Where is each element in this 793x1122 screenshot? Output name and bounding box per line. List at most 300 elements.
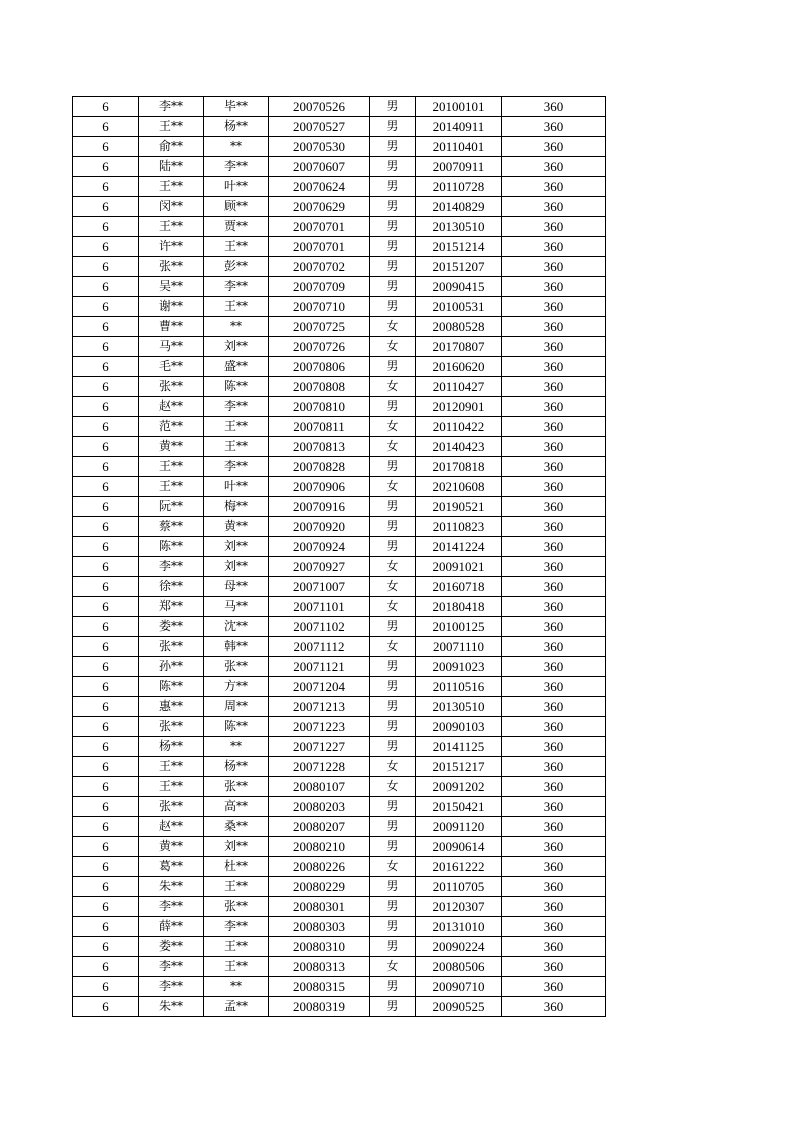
name-a-cell: 黄** bbox=[139, 837, 204, 857]
grade-cell: 6 bbox=[73, 837, 139, 857]
gender-cell: 男 bbox=[370, 497, 416, 517]
grade-cell: 6 bbox=[73, 577, 139, 597]
table-row bbox=[73, 817, 606, 837]
name-b-cell: ** bbox=[204, 137, 269, 157]
name-a-cell: 闵** bbox=[139, 197, 204, 217]
gender-cell: 男 bbox=[370, 257, 416, 277]
gender-cell: 男 bbox=[370, 657, 416, 677]
table-row bbox=[73, 857, 606, 877]
start-date-cell: 20141125 bbox=[416, 737, 502, 757]
start-date-cell: 20100101 bbox=[416, 97, 502, 117]
grade-cell: 6 bbox=[73, 537, 139, 557]
name-a-cell: 李** bbox=[139, 97, 204, 117]
gender-cell: 女 bbox=[370, 857, 416, 877]
birth-date-cell: 20070527 bbox=[269, 117, 370, 137]
grade-cell: 6 bbox=[73, 117, 139, 137]
name-b-cell: 盛** bbox=[204, 357, 269, 377]
birth-date-cell: 20070906 bbox=[269, 477, 370, 497]
name-a-cell: 陈** bbox=[139, 677, 204, 697]
name-a-cell: 杨** bbox=[139, 737, 204, 757]
amount-cell: 360 bbox=[502, 517, 606, 537]
name-a-cell: 赵** bbox=[139, 817, 204, 837]
birth-date-cell: 20071223 bbox=[269, 717, 370, 737]
amount-cell: 360 bbox=[502, 957, 606, 977]
start-date-cell: 20091202 bbox=[416, 777, 502, 797]
gender-cell: 男 bbox=[370, 517, 416, 537]
name-b-cell: 王** bbox=[204, 237, 269, 257]
grade-cell: 6 bbox=[73, 997, 139, 1017]
amount-cell: 360 bbox=[502, 937, 606, 957]
start-date-cell: 20130510 bbox=[416, 697, 502, 717]
gender-cell: 男 bbox=[370, 817, 416, 837]
name-b-cell: ** bbox=[204, 317, 269, 337]
start-date-cell: 20210608 bbox=[416, 477, 502, 497]
start-date-cell: 20160718 bbox=[416, 577, 502, 597]
amount-cell: 360 bbox=[502, 497, 606, 517]
birth-date-cell: 20071112 bbox=[269, 637, 370, 657]
table-row bbox=[73, 337, 606, 357]
start-date-cell: 20140423 bbox=[416, 437, 502, 457]
birth-date-cell: 20070920 bbox=[269, 517, 370, 537]
amount-cell: 360 bbox=[502, 377, 606, 397]
grade-cell: 6 bbox=[73, 757, 139, 777]
grade-cell: 6 bbox=[73, 917, 139, 937]
gender-cell: 女 bbox=[370, 757, 416, 777]
name-a-cell: 马** bbox=[139, 337, 204, 357]
start-date-cell: 20120307 bbox=[416, 897, 502, 917]
start-date-cell: 20110401 bbox=[416, 137, 502, 157]
birth-date-cell: 20070811 bbox=[269, 417, 370, 437]
birth-date-cell: 20080310 bbox=[269, 937, 370, 957]
name-b-cell: 王** bbox=[204, 937, 269, 957]
table-row bbox=[73, 357, 606, 377]
grade-cell: 6 bbox=[73, 217, 139, 237]
grade-cell: 6 bbox=[73, 97, 139, 117]
amount-cell: 360 bbox=[502, 597, 606, 617]
grade-cell: 6 bbox=[73, 597, 139, 617]
name-a-cell: 李** bbox=[139, 897, 204, 917]
name-b-cell: 张** bbox=[204, 897, 269, 917]
amount-cell: 360 bbox=[502, 797, 606, 817]
name-a-cell: 葛** bbox=[139, 857, 204, 877]
start-date-cell: 20110823 bbox=[416, 517, 502, 537]
start-date-cell: 20080528 bbox=[416, 317, 502, 337]
table-row bbox=[73, 637, 606, 657]
amount-cell: 360 bbox=[502, 557, 606, 577]
grade-cell: 6 bbox=[73, 297, 139, 317]
name-a-cell: 王** bbox=[139, 777, 204, 797]
amount-cell: 360 bbox=[502, 857, 606, 877]
table-row bbox=[73, 917, 606, 937]
birth-date-cell: 20070828 bbox=[269, 457, 370, 477]
amount-cell: 360 bbox=[502, 217, 606, 237]
name-a-cell: 王** bbox=[139, 177, 204, 197]
birth-date-cell: 20070810 bbox=[269, 397, 370, 417]
amount-cell: 360 bbox=[502, 97, 606, 117]
amount-cell: 360 bbox=[502, 777, 606, 797]
gender-cell: 女 bbox=[370, 377, 416, 397]
gender-cell: 男 bbox=[370, 717, 416, 737]
table-row bbox=[73, 257, 606, 277]
start-date-cell: 20180418 bbox=[416, 597, 502, 617]
gender-cell: 男 bbox=[370, 457, 416, 477]
grade-cell: 6 bbox=[73, 397, 139, 417]
gender-cell: 男 bbox=[370, 137, 416, 157]
table-row bbox=[73, 577, 606, 597]
name-a-cell: 范** bbox=[139, 417, 204, 437]
name-a-cell: 李** bbox=[139, 977, 204, 997]
name-a-cell: 王** bbox=[139, 757, 204, 777]
amount-cell: 360 bbox=[502, 977, 606, 997]
name-b-cell: 梅** bbox=[204, 497, 269, 517]
amount-cell: 360 bbox=[502, 817, 606, 837]
gender-cell: 男 bbox=[370, 937, 416, 957]
gender-cell: 男 bbox=[370, 897, 416, 917]
birth-date-cell: 20070701 bbox=[269, 217, 370, 237]
table-row bbox=[73, 137, 606, 157]
grade-cell: 6 bbox=[73, 657, 139, 677]
birth-date-cell: 20080226 bbox=[269, 857, 370, 877]
birth-date-cell: 20080301 bbox=[269, 897, 370, 917]
name-b-cell: 杨** bbox=[204, 757, 269, 777]
name-b-cell: 李** bbox=[204, 917, 269, 937]
gender-cell: 女 bbox=[370, 477, 416, 497]
table-row bbox=[73, 417, 606, 437]
name-b-cell: 沈** bbox=[204, 617, 269, 637]
birth-date-cell: 20071102 bbox=[269, 617, 370, 637]
amount-cell: 360 bbox=[502, 837, 606, 857]
gender-cell: 男 bbox=[370, 177, 416, 197]
gender-cell: 男 bbox=[370, 677, 416, 697]
name-a-cell: 张** bbox=[139, 257, 204, 277]
grade-cell: 6 bbox=[73, 797, 139, 817]
start-date-cell: 20140829 bbox=[416, 197, 502, 217]
amount-cell: 360 bbox=[502, 397, 606, 417]
grade-cell: 6 bbox=[73, 637, 139, 657]
name-b-cell: 王** bbox=[204, 297, 269, 317]
gender-cell: 男 bbox=[370, 397, 416, 417]
amount-cell: 360 bbox=[502, 917, 606, 937]
name-a-cell: 张** bbox=[139, 717, 204, 737]
table-row bbox=[73, 217, 606, 237]
gender-cell: 男 bbox=[370, 917, 416, 937]
start-date-cell: 20150421 bbox=[416, 797, 502, 817]
name-a-cell: 张** bbox=[139, 377, 204, 397]
birth-date-cell: 20070726 bbox=[269, 337, 370, 357]
grade-cell: 6 bbox=[73, 157, 139, 177]
start-date-cell: 20090103 bbox=[416, 717, 502, 737]
amount-cell: 360 bbox=[502, 237, 606, 257]
name-b-cell: 高** bbox=[204, 797, 269, 817]
start-date-cell: 20110427 bbox=[416, 377, 502, 397]
start-date-cell: 20090710 bbox=[416, 977, 502, 997]
grade-cell: 6 bbox=[73, 277, 139, 297]
amount-cell: 360 bbox=[502, 717, 606, 737]
amount-cell: 360 bbox=[502, 417, 606, 437]
amount-cell: 360 bbox=[502, 897, 606, 917]
name-a-cell: 陈** bbox=[139, 537, 204, 557]
birth-date-cell: 20080207 bbox=[269, 817, 370, 837]
grade-cell: 6 bbox=[73, 677, 139, 697]
birth-date-cell: 20070806 bbox=[269, 357, 370, 377]
name-b-cell: 刘** bbox=[204, 537, 269, 557]
gender-cell: 女 bbox=[370, 637, 416, 657]
gender-cell: 女 bbox=[370, 597, 416, 617]
name-b-cell: 张** bbox=[204, 657, 269, 677]
table-row bbox=[73, 237, 606, 257]
name-a-cell: 黄** bbox=[139, 437, 204, 457]
name-b-cell: 陈** bbox=[204, 377, 269, 397]
name-b-cell: 叶** bbox=[204, 477, 269, 497]
table-row bbox=[73, 457, 606, 477]
amount-cell: 360 bbox=[502, 177, 606, 197]
name-b-cell: 彭** bbox=[204, 257, 269, 277]
table-row bbox=[73, 497, 606, 517]
gender-cell: 男 bbox=[370, 737, 416, 757]
amount-cell: 360 bbox=[502, 157, 606, 177]
start-date-cell: 20161222 bbox=[416, 857, 502, 877]
amount-cell: 360 bbox=[502, 757, 606, 777]
birth-date-cell: 20070530 bbox=[269, 137, 370, 157]
table-row bbox=[73, 837, 606, 857]
name-a-cell: 徐** bbox=[139, 577, 204, 597]
birth-date-cell: 20071213 bbox=[269, 697, 370, 717]
name-a-cell: 许** bbox=[139, 237, 204, 257]
table-row bbox=[73, 977, 606, 997]
gender-cell: 女 bbox=[370, 577, 416, 597]
gender-cell: 男 bbox=[370, 237, 416, 257]
grade-cell: 6 bbox=[73, 137, 139, 157]
table-row bbox=[73, 937, 606, 957]
grade-cell: 6 bbox=[73, 477, 139, 497]
start-date-cell: 20110705 bbox=[416, 877, 502, 897]
grade-cell: 6 bbox=[73, 377, 139, 397]
name-a-cell: 俞** bbox=[139, 137, 204, 157]
gender-cell: 女 bbox=[370, 957, 416, 977]
name-b-cell: 杜** bbox=[204, 857, 269, 877]
grade-cell: 6 bbox=[73, 817, 139, 837]
table-row bbox=[73, 117, 606, 137]
gender-cell: 男 bbox=[370, 297, 416, 317]
table-row bbox=[73, 517, 606, 537]
grade-cell: 6 bbox=[73, 717, 139, 737]
table-row bbox=[73, 177, 606, 197]
name-b-cell: 王** bbox=[204, 877, 269, 897]
grade-cell: 6 bbox=[73, 437, 139, 457]
amount-cell: 360 bbox=[502, 117, 606, 137]
gender-cell: 男 bbox=[370, 617, 416, 637]
name-a-cell: 阮** bbox=[139, 497, 204, 517]
start-date-cell: 20170818 bbox=[416, 457, 502, 477]
table-row bbox=[73, 697, 606, 717]
name-b-cell: 母** bbox=[204, 577, 269, 597]
birth-date-cell: 20070916 bbox=[269, 497, 370, 517]
start-date-cell: 20120901 bbox=[416, 397, 502, 417]
start-date-cell: 20110728 bbox=[416, 177, 502, 197]
gender-cell: 男 bbox=[370, 797, 416, 817]
table-row bbox=[73, 157, 606, 177]
birth-date-cell: 20080229 bbox=[269, 877, 370, 897]
birth-date-cell: 20070526 bbox=[269, 97, 370, 117]
name-a-cell: 朱** bbox=[139, 997, 204, 1017]
birth-date-cell: 20070709 bbox=[269, 277, 370, 297]
table-row bbox=[73, 97, 606, 117]
name-a-cell: 毛** bbox=[139, 357, 204, 377]
grade-cell: 6 bbox=[73, 897, 139, 917]
name-b-cell: 王** bbox=[204, 957, 269, 977]
amount-cell: 360 bbox=[502, 697, 606, 717]
name-b-cell: 李** bbox=[204, 157, 269, 177]
amount-cell: 360 bbox=[502, 437, 606, 457]
name-a-cell: 娄** bbox=[139, 937, 204, 957]
start-date-cell: 20190521 bbox=[416, 497, 502, 517]
grade-cell: 6 bbox=[73, 857, 139, 877]
grade-cell: 6 bbox=[73, 177, 139, 197]
table-row bbox=[73, 597, 606, 617]
name-a-cell: 王** bbox=[139, 477, 204, 497]
grade-cell: 6 bbox=[73, 737, 139, 757]
birth-date-cell: 20071228 bbox=[269, 757, 370, 777]
start-date-cell: 20090614 bbox=[416, 837, 502, 857]
name-a-cell: 王** bbox=[139, 217, 204, 237]
name-a-cell: 张** bbox=[139, 797, 204, 817]
table-row bbox=[73, 397, 606, 417]
grade-cell: 6 bbox=[73, 777, 139, 797]
table-row bbox=[73, 317, 606, 337]
start-date-cell: 20160620 bbox=[416, 357, 502, 377]
birth-date-cell: 20080303 bbox=[269, 917, 370, 937]
birth-date-cell: 20070607 bbox=[269, 157, 370, 177]
birth-date-cell: 20070701 bbox=[269, 237, 370, 257]
name-b-cell: 贾** bbox=[204, 217, 269, 237]
name-b-cell: 方** bbox=[204, 677, 269, 697]
name-b-cell: ** bbox=[204, 977, 269, 997]
table-row bbox=[73, 197, 606, 217]
table-row bbox=[73, 737, 606, 757]
birth-date-cell: 20070710 bbox=[269, 297, 370, 317]
table-row bbox=[73, 437, 606, 457]
amount-cell: 360 bbox=[502, 877, 606, 897]
start-date-cell: 20110422 bbox=[416, 417, 502, 437]
start-date-cell: 20140911 bbox=[416, 117, 502, 137]
gender-cell: 女 bbox=[370, 337, 416, 357]
name-a-cell: 孙** bbox=[139, 657, 204, 677]
gender-cell: 男 bbox=[370, 837, 416, 857]
start-date-cell: 20151207 bbox=[416, 257, 502, 277]
table-row bbox=[73, 717, 606, 737]
name-b-cell: 张** bbox=[204, 777, 269, 797]
table-row bbox=[73, 957, 606, 977]
grade-cell: 6 bbox=[73, 697, 139, 717]
amount-cell: 360 bbox=[502, 197, 606, 217]
gender-cell: 男 bbox=[370, 877, 416, 897]
birth-date-cell: 20071007 bbox=[269, 577, 370, 597]
name-b-cell: 杨** bbox=[204, 117, 269, 137]
start-date-cell: 20110516 bbox=[416, 677, 502, 697]
birth-date-cell: 20080210 bbox=[269, 837, 370, 857]
name-b-cell: 马** bbox=[204, 597, 269, 617]
table-row bbox=[73, 557, 606, 577]
table-row bbox=[73, 877, 606, 897]
gender-cell: 女 bbox=[370, 777, 416, 797]
table-row bbox=[73, 997, 606, 1017]
grade-cell: 6 bbox=[73, 497, 139, 517]
grade-cell: 6 bbox=[73, 937, 139, 957]
start-date-cell: 20100531 bbox=[416, 297, 502, 317]
table-row bbox=[73, 677, 606, 697]
gender-cell: 男 bbox=[370, 977, 416, 997]
amount-cell: 360 bbox=[502, 317, 606, 337]
name-a-cell: 李** bbox=[139, 957, 204, 977]
name-b-cell: 刘** bbox=[204, 337, 269, 357]
gender-cell: 男 bbox=[370, 157, 416, 177]
name-a-cell: 陆** bbox=[139, 157, 204, 177]
name-b-cell: 顾** bbox=[204, 197, 269, 217]
name-b-cell: ** bbox=[204, 737, 269, 757]
grade-cell: 6 bbox=[73, 237, 139, 257]
start-date-cell: 20141224 bbox=[416, 537, 502, 557]
table-row bbox=[73, 757, 606, 777]
name-b-cell: 李** bbox=[204, 397, 269, 417]
table-row bbox=[73, 477, 606, 497]
grade-cell: 6 bbox=[73, 557, 139, 577]
start-date-cell: 20100125 bbox=[416, 617, 502, 637]
birth-date-cell: 20071121 bbox=[269, 657, 370, 677]
gender-cell: 男 bbox=[370, 277, 416, 297]
name-b-cell: 桑** bbox=[204, 817, 269, 837]
name-b-cell: 周** bbox=[204, 697, 269, 717]
gender-cell: 男 bbox=[370, 217, 416, 237]
name-a-cell: 赵** bbox=[139, 397, 204, 417]
name-b-cell: 李** bbox=[204, 457, 269, 477]
grade-cell: 6 bbox=[73, 317, 139, 337]
grade-cell: 6 bbox=[73, 977, 139, 997]
amount-cell: 360 bbox=[502, 297, 606, 317]
amount-cell: 360 bbox=[502, 537, 606, 557]
birth-date-cell: 20071204 bbox=[269, 677, 370, 697]
grade-cell: 6 bbox=[73, 957, 139, 977]
name-b-cell: 毕** bbox=[204, 97, 269, 117]
start-date-cell: 20090415 bbox=[416, 277, 502, 297]
name-a-cell: 惠** bbox=[139, 697, 204, 717]
name-b-cell: 刘** bbox=[204, 837, 269, 857]
birth-date-cell: 20070725 bbox=[269, 317, 370, 337]
amount-cell: 360 bbox=[502, 997, 606, 1017]
amount-cell: 360 bbox=[502, 357, 606, 377]
amount-cell: 360 bbox=[502, 637, 606, 657]
table-row bbox=[73, 377, 606, 397]
grade-cell: 6 bbox=[73, 617, 139, 637]
gender-cell: 男 bbox=[370, 97, 416, 117]
grade-cell: 6 bbox=[73, 457, 139, 477]
name-b-cell: 王** bbox=[204, 417, 269, 437]
amount-cell: 360 bbox=[502, 257, 606, 277]
start-date-cell: 20090525 bbox=[416, 997, 502, 1017]
start-date-cell: 20151214 bbox=[416, 237, 502, 257]
name-a-cell: 郑** bbox=[139, 597, 204, 617]
name-b-cell: 黄** bbox=[204, 517, 269, 537]
name-b-cell: 叶** bbox=[204, 177, 269, 197]
table-body bbox=[73, 97, 606, 1017]
data-table bbox=[72, 96, 606, 1017]
name-b-cell: 王** bbox=[204, 437, 269, 457]
name-a-cell: 李** bbox=[139, 557, 204, 577]
name-a-cell: 朱** bbox=[139, 877, 204, 897]
grade-cell: 6 bbox=[73, 877, 139, 897]
name-a-cell: 张** bbox=[139, 637, 204, 657]
birth-date-cell: 20071227 bbox=[269, 737, 370, 757]
birth-date-cell: 20070808 bbox=[269, 377, 370, 397]
